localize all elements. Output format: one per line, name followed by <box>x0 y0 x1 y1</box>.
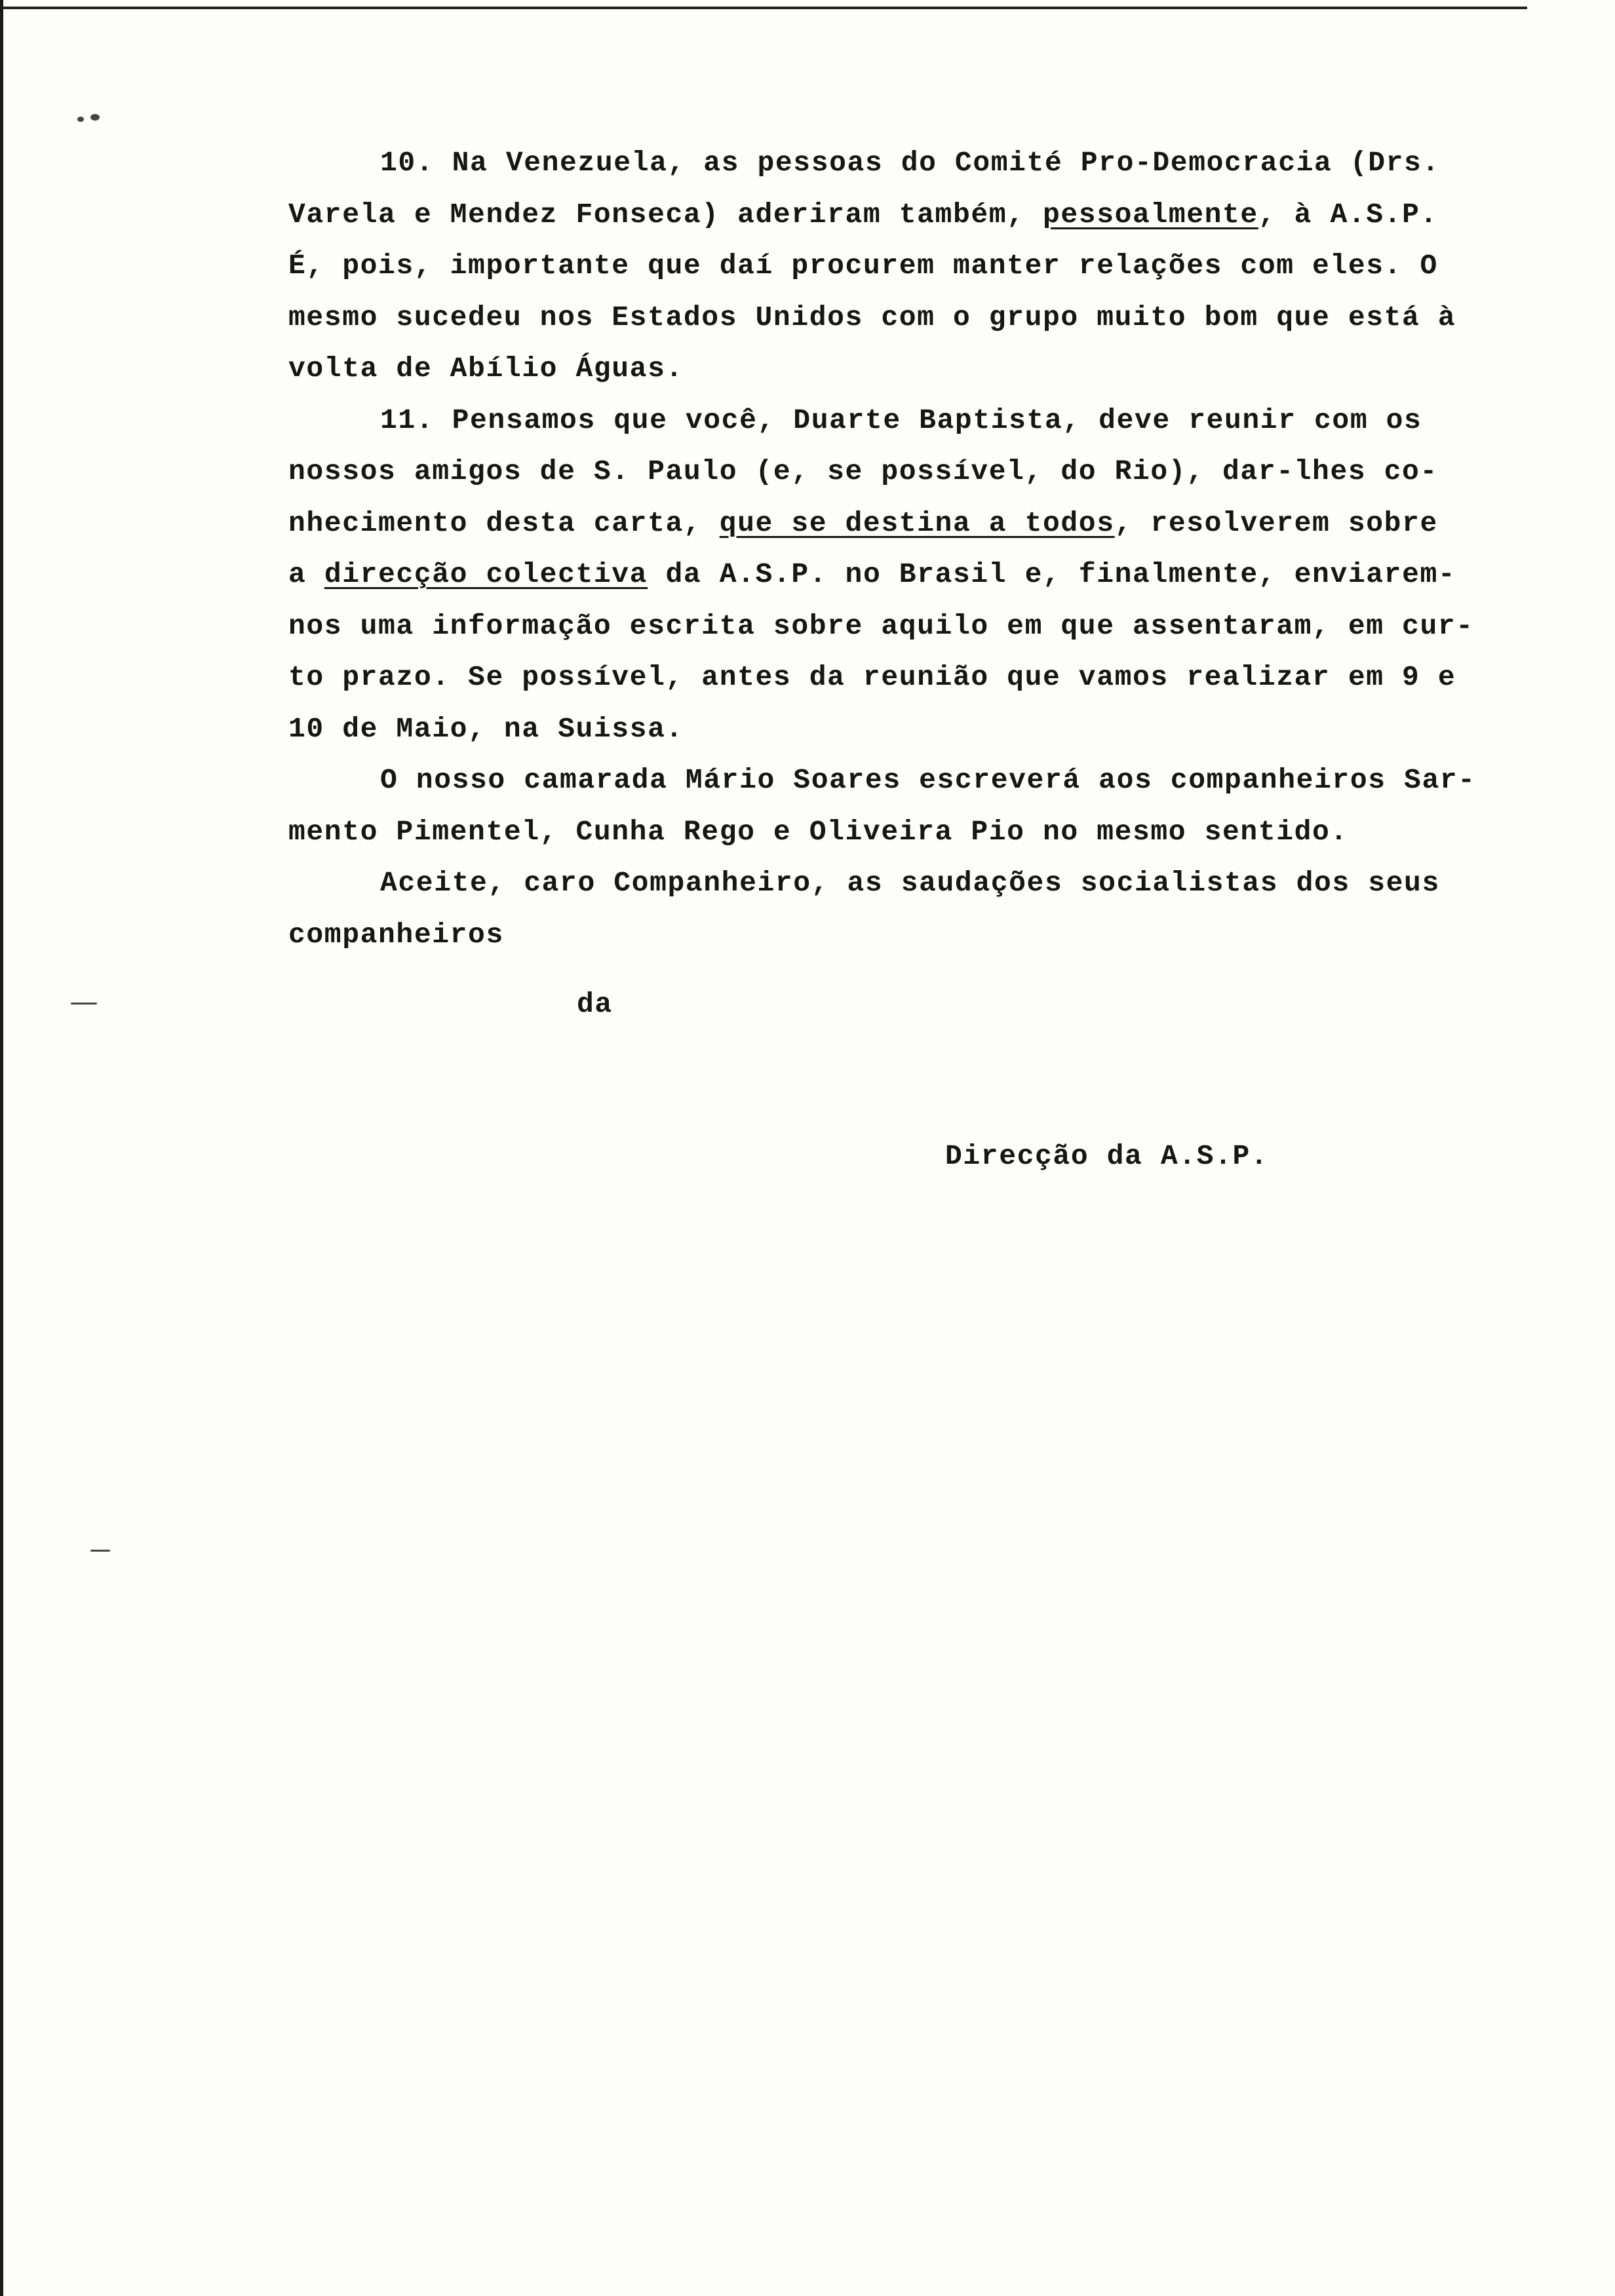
text-line: É, pois, importante que daí procurem manter relações com eles. O <box>288 250 1438 282</box>
text-line: mesmo sucedeu nos Estados Unidos com o grupo muito bom que está à <box>288 301 1456 334</box>
text-line: 10 de Maio, na Suissa. <box>288 712 684 745</box>
text-line: mento Pimentel, Cunha Rego e Oliveira Pio no mesmo sentido. <box>288 815 1348 848</box>
scan-speck <box>90 1550 110 1552</box>
paragraph-11 <box>288 395 1593 756</box>
paragraph-greeting <box>288 858 1593 961</box>
text-run: da A.S.P. no Brasil e, finalmente, enviarem- <box>648 558 1456 590</box>
text-line <box>288 189 1593 241</box>
text-line: to prazo. Se possível, antes da reunião que vamos realizar em 9 e <box>288 661 1456 693</box>
text-run: a <box>288 558 324 590</box>
underlined-text: que se destina a todos <box>719 507 1115 539</box>
scan-border-top <box>0 7 1527 9</box>
scan-speck <box>90 114 100 121</box>
text-run: Varela e Mendez Fonseca) aderiram também, <box>288 198 1043 231</box>
text-line: 11. Pensamos que você, Duarte Baptista, deve reunir com os <box>380 404 1422 436</box>
closing-word: da <box>577 988 613 1020</box>
text-line: Aceite, caro Companheiro, as saudações socialistas dos seus <box>380 867 1440 899</box>
scan-speck <box>77 117 84 122</box>
text-run: , à A.S.P. <box>1258 198 1438 231</box>
letter-body <box>288 138 1593 961</box>
text-line: volta de Abílio Águas. <box>288 353 684 385</box>
underlined-text: direcção colectiva <box>324 558 648 590</box>
text-line: 10. Na Venezuela, as pessoas do Comité Pro-Democracia (Drs. <box>380 147 1440 179</box>
paragraph-soares <box>288 755 1593 858</box>
paragraph-10 <box>288 138 1593 395</box>
scan-speck <box>71 1003 97 1004</box>
text-line: nos uma informação escrita sobre aquilo em que assentaram, em cur- <box>288 609 1474 642</box>
text-line: O nosso camarada Mário Soares escreverá aos companheiros Sar- <box>380 764 1476 796</box>
underlined-text: pessoalmente <box>1042 198 1258 231</box>
text-run: nhecimento desta carta, <box>288 507 720 539</box>
text-line <box>288 498 1593 550</box>
scan-border-left <box>0 0 3 2296</box>
text-line <box>288 549 1593 601</box>
text-line: companheiros <box>288 918 504 951</box>
text-line: nossos amigos de S. Paulo (e, se possível, do Rio), dar-lhes co- <box>288 455 1438 488</box>
text-run: , resolverem sobre <box>1114 507 1438 539</box>
signature: Direcção da A.S.P. <box>945 1140 1269 1172</box>
